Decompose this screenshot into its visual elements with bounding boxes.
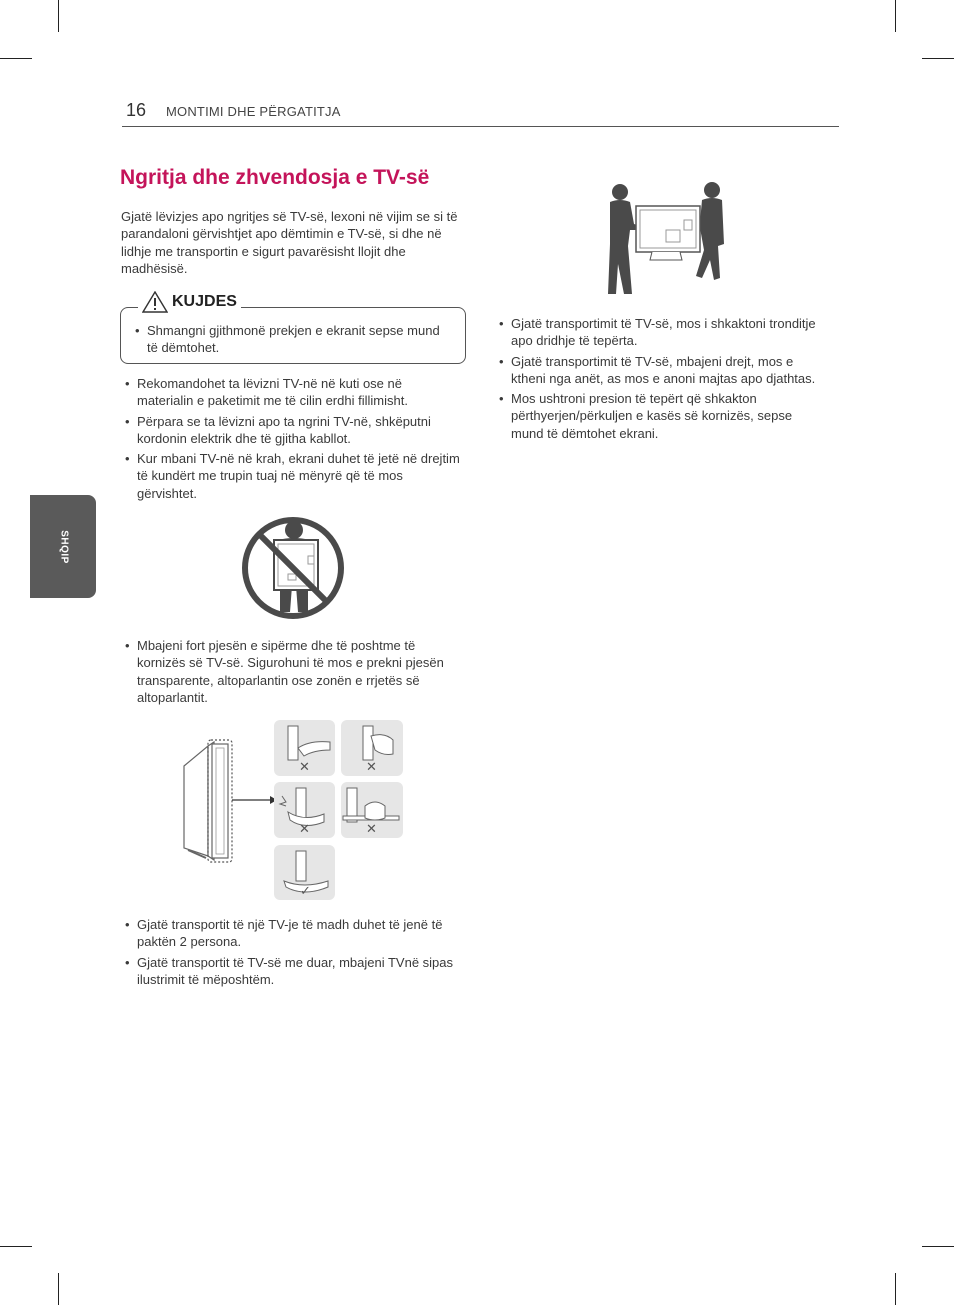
crop-mark [895,0,896,32]
list-item: • Mbajeni fort pjesën e sipërme dhe të poshtme të kornizës së TV-së. Sigurohuni të mos e prekni pjesën transparente, altoparlantin ose zonën e rrjetës së altoparlantit. [121,637,461,706]
transport-tips-list [121,916,461,991]
list-item: • Rekomandohet ta lëvizni TV-në në kuti ose në materialin e paketimit me të cilin erdhi fillimisht. [121,375,461,410]
caution-item: • Shmangni gjithmonë prekjen e ekranit sepse mund të dëmtohet. [131,322,451,357]
crop-mark [0,1246,32,1247]
crop-mark [58,0,59,32]
list-item: • Gjatë transportit të TV-së me duar, mbajeni TVnë sipas ilustrimit të mëposhtëm. [121,954,461,989]
wrong-mark: ✕ [299,821,310,836]
section-title: MONTIMI DHE PËRGATITJA [166,104,341,119]
caution-box [120,307,466,364]
grip-instructions-list [121,637,461,709]
crop-mark [895,1273,896,1305]
caution-list [131,322,451,360]
wrong-mark: ✕ [366,759,377,774]
page-title: Ngritja dhe zhvendosja e TV-së [120,166,430,189]
crop-mark [58,1273,59,1305]
warning-triangle-icon [142,291,168,313]
intro-paragraph: Gjatë lëvizjes apo ngritjes së TV-së, lexoni në vijim se si të parandaloni gërvishtjet apo dëmtimin e TV-së, si dhe në lidhje me transportin e sigurt pavarësisht llojit dhe madhësisë. [121,209,458,276]
crop-mark [922,58,954,59]
page-number: 16 [126,100,147,120]
correct-mark: ✓ [300,883,311,898]
crop-mark [922,1246,954,1247]
language-tab-label: SHQIP [58,530,70,564]
no-screen-facing-carry-illustration [238,516,348,624]
list-item: • Gjatë transportimit të TV-së, mos i shkaktoni tronditje apo dridhje të tepërta. [495,315,820,350]
caution-label: KUJDES [172,293,237,310]
caution-header [138,291,241,313]
page-header [122,100,839,127]
wrong-mark: ✕ [299,759,310,774]
list-item: • Gjatë transportimit të TV-së, mbajeni drejt, mos e ktheni nga anët, as mos e anoni majtas apo djathtas. [495,353,820,388]
crop-mark [0,58,32,59]
list-item: • Përpara se ta lëvizni apo ta ngrini TV-në, shkëputni kordonin elektrik dhe të gjitha kabllot. [121,413,461,448]
list-item: • Kur mbani TV-në në krah, ekrani duhet të jetë në drejtim të kundërt me trupin tuaj në mënyrë që të mos gërvishtet. [121,450,461,502]
list-item: • Gjatë transportit të një TV-je të madh duhet të jenë të paktën 2 persona. [121,916,461,951]
handling-tips-list [121,375,461,505]
tv-side-view-illustration [178,738,278,864]
transport-cautions-list [495,315,820,445]
list-item: • Mos ushtroni presion të tepërt që shkakton përthyerjen/përkuljen e kasës së kornizës, sepse mund të dëmtohet ekrani. [495,390,820,442]
language-tab [30,495,96,598]
wrong-mark: ✕ [366,821,377,836]
two-person-carry-illustration [606,180,728,296]
